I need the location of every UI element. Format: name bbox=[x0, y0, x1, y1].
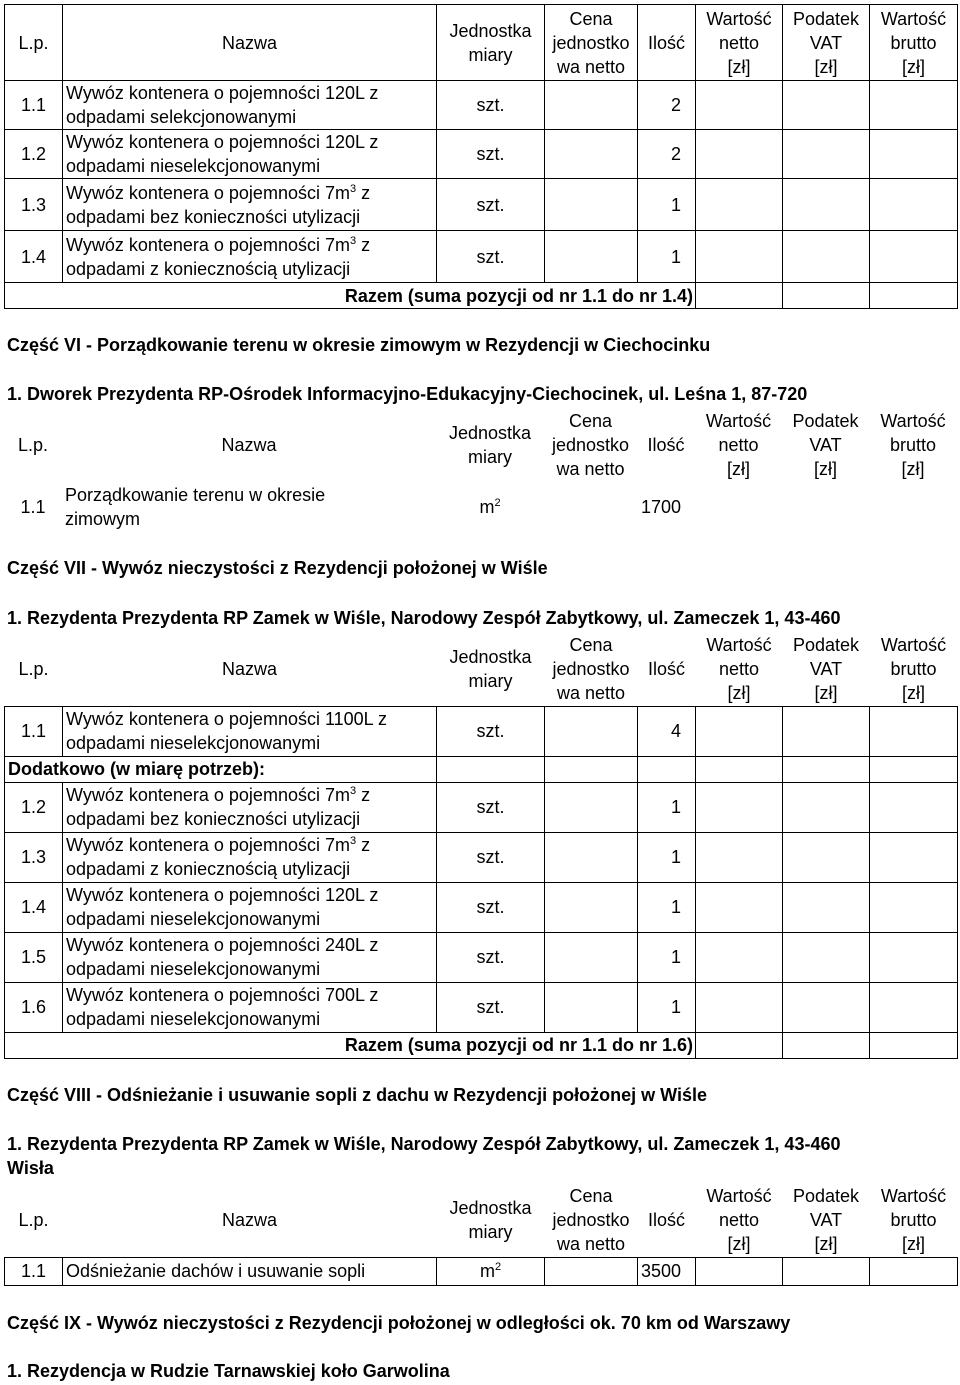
total-row bbox=[5, 1032, 958, 1058]
part-vii-title: Część VII - Wywóz nieczystości z Rezydencji położonej w Wiśle bbox=[7, 558, 548, 578]
total-label: Razem (suma pozycji od nr 1.1 do nr 1.4) bbox=[5, 283, 696, 309]
table-header bbox=[5, 5, 958, 81]
vat-cell[interactable] bbox=[783, 932, 870, 982]
part-vi-title: Część VI - Porządkowanie terenu w okresie zimowym w Rezydencji w Ciechocinku bbox=[7, 335, 711, 355]
item-name: Wywóz kontenera o pojemności 120L z odpadami nieselekcjonowanymi bbox=[63, 882, 437, 932]
gross-cell[interactable] bbox=[870, 81, 958, 130]
vat-cell[interactable] bbox=[783, 81, 870, 130]
table-header: L.p. Nazwa Jednostka miary Cena jednostko wa netto Ilość Wartość netto [zł] Podatek VAT [zł] Wartość brutto [zł] bbox=[18, 634, 947, 703]
item-name: Porządkowanie terenu w okresie zimowym bbox=[65, 485, 326, 529]
vat-cell[interactable] bbox=[783, 1257, 870, 1285]
price-cell[interactable] bbox=[545, 782, 638, 832]
table-row: 1.2 Wywóz kontenera o pojemności 120L z odpadami nieselekcjonowanymi szt. 2 bbox=[5, 130, 958, 179]
gross-cell[interactable] bbox=[870, 130, 958, 179]
vat-cell[interactable] bbox=[783, 982, 870, 1032]
gross-cell[interactable] bbox=[870, 982, 958, 1032]
item-name: Wywóz kontenera o pojemności 120L z odpadami selekcjonowanymi bbox=[63, 81, 437, 130]
col-vat: Podatek VAT [zł] bbox=[783, 5, 870, 81]
gross-cell[interactable] bbox=[870, 882, 958, 932]
vat-cell[interactable] bbox=[783, 706, 870, 756]
col-lp: L.p. bbox=[5, 5, 63, 81]
vat-cell[interactable] bbox=[783, 882, 870, 932]
total-vat-cell[interactable] bbox=[783, 1032, 870, 1058]
col-jednostka: Jednostka miary bbox=[437, 5, 545, 81]
total-gross-cell[interactable] bbox=[870, 283, 958, 309]
net-cell[interactable] bbox=[696, 706, 783, 756]
price-cell[interactable] bbox=[545, 832, 638, 882]
table-row: 1.2 Wywóz kontenera o pojemności $7m^3$ z odpadami bez konieczności utylizacji szt. 1 bbox=[5, 782, 958, 832]
price-cell[interactable] bbox=[545, 982, 638, 1032]
vat-cell[interactable] bbox=[782, 482, 869, 532]
col-wartosc-brutto: Wartość brutto [zł] bbox=[870, 5, 958, 81]
vat-cell[interactable] bbox=[783, 782, 870, 832]
col-ilosc: Ilość bbox=[638, 5, 696, 81]
gross-cell[interactable] bbox=[869, 482, 957, 532]
item-name: Wywóz kontenera o pojemności 1100L z odpadami nieselekcjonowanymi bbox=[63, 706, 437, 756]
gross-cell[interactable] bbox=[870, 179, 958, 231]
gross-cell[interactable] bbox=[870, 782, 958, 832]
net-cell[interactable] bbox=[696, 81, 783, 130]
item-name: Wywóz kontenera o pojemności $7m^3$ z odpadami bez konieczności utylizacji bbox=[63, 179, 437, 231]
vat-cell[interactable] bbox=[783, 832, 870, 882]
gross-cell[interactable] bbox=[870, 832, 958, 882]
part-vii-location: 1. Rezydenta Prezydenta RP Zamek w Wiśle, Narodowy Zespół Zabytkowy, ul. Zameczek 1, 43-460 bbox=[7, 608, 841, 628]
table-row: 1.4 Wywóz kontenera o pojemności 120L z odpadami nieselekcjonowanymi szt. 1 bbox=[5, 882, 958, 932]
vat-cell[interactable] bbox=[783, 130, 870, 179]
table-row: 1.1 Odśnieżanie dachów i usuwanie sopli $m^2$ 3500 bbox=[5, 1257, 958, 1285]
gross-cell[interactable] bbox=[870, 231, 958, 283]
net-cell[interactable] bbox=[696, 179, 783, 231]
price-cell[interactable] bbox=[545, 81, 638, 130]
table-row: 1.3 Wywóz kontenera o pojemności $7m^3$ z odpadami z koniecznością utylizacji szt. 1 bbox=[5, 832, 958, 882]
price-cell[interactable] bbox=[545, 1257, 638, 1285]
part-viii-title: Część VIII - Odśnieżanie i usuwanie sopli z dachu w Rezydencji położonej w Wiśle bbox=[7, 1085, 707, 1105]
net-cell[interactable] bbox=[696, 882, 783, 932]
subheader-row bbox=[5, 756, 958, 782]
item-name: Wywóz kontenera o pojemności $7m^3$ z odpadami z koniecznością utylizacji bbox=[63, 231, 437, 283]
table-row: 1.5 Wywóz kontenera o pojemności 240L z odpadami nieselekcjonowanymi szt. 1 bbox=[5, 932, 958, 982]
price-cell[interactable] bbox=[545, 179, 638, 231]
gross-cell[interactable] bbox=[870, 706, 958, 756]
item-name: Wywóz kontenera o pojemności 700L z odpadami nieselekcjonowanymi bbox=[63, 982, 437, 1032]
item-name: Wywóz kontenera o pojemności $7m^3$ z odpadami bez konieczności utylizacji bbox=[63, 782, 437, 832]
extra-items-label: Dodatkowo (w miarę potrzeb): bbox=[5, 756, 437, 782]
part-ix-title: Część IX - Wywóz nieczystości z Rezydencji położonej w odległości ok. 70 km od Warszawy bbox=[7, 1313, 791, 1333]
table-row: 1.1 Wywóz kontenera o pojemności 1100L z odpadami nieselekcjonowanymi szt. 4 bbox=[5, 706, 958, 756]
price-cell[interactable] bbox=[545, 932, 638, 982]
part-vi-location: 1. Dworek Prezydenta RP-Ośrodek Informacyjno-Edukacyjny-Ciechocinek, ul. Leśna 1, 87-720 bbox=[7, 384, 808, 404]
total-vat-cell[interactable] bbox=[783, 283, 870, 309]
price-cell[interactable] bbox=[545, 882, 638, 932]
vat-cell[interactable] bbox=[783, 231, 870, 283]
gross-cell[interactable] bbox=[870, 1257, 958, 1285]
total-row bbox=[5, 283, 958, 309]
price-cell[interactable] bbox=[545, 130, 638, 179]
col-nazwa: Nazwa bbox=[63, 5, 437, 81]
vat-cell[interactable] bbox=[783, 179, 870, 231]
part-vii-table bbox=[4, 632, 958, 1059]
table-row: 1.1 Porządkowanie terenu w okresie zimowym $m^2$ 1700 bbox=[4, 482, 957, 532]
price-cell[interactable] bbox=[545, 706, 638, 756]
total-label: Razem (suma pozycji od nr 1.1 do nr 1.6) bbox=[5, 1032, 696, 1058]
col-cena: Cena jednostko wa netto bbox=[545, 5, 638, 81]
part-viii-location-city: Wisła bbox=[7, 1158, 54, 1178]
col-wartosc-netto: Wartość netto [zł] bbox=[696, 5, 783, 81]
table-row: 1.4 Wywóz kontenera o pojemności $7m^3$ z odpadami z koniecznością utylizacji szt. 1 bbox=[5, 231, 958, 283]
part-ix-location: 1. Rezydencja w Rudzie Tarnawskiej koło Garwolina bbox=[7, 1361, 450, 1381]
waste-table-top bbox=[4, 4, 958, 309]
item-name: Wywóz kontenera o pojemności 120L z odpadami nieselekcjonowanymi bbox=[63, 130, 437, 179]
table-header: L.p. Nazwa Jednostka miary Cena jednostko wa netto Ilość Wartość netto [zł] Podatek VAT [zł] Wartość brutto [zł] bbox=[18, 1185, 947, 1254]
net-cell[interactable] bbox=[696, 832, 783, 882]
net-cell[interactable] bbox=[696, 130, 783, 179]
table-row: 1.3 Wywóz kontenera o pojemności $7m^3$ z odpadami bez konieczności utylizacji szt. 1 bbox=[5, 179, 958, 231]
item-name: Odśnieżanie dachów i usuwanie sopli bbox=[63, 1257, 437, 1285]
net-cell[interactable] bbox=[696, 231, 783, 283]
gross-cell[interactable] bbox=[870, 932, 958, 982]
part-viii-location: 1. Rezydenta Prezydenta RP Zamek w Wiśle, Narodowy Zespół Zabytkowy, ul. Zameczek 1, 43-460 bbox=[7, 1134, 841, 1154]
table-row: 1.1 Wywóz kontenera o pojemności 120L z odpadami selekcjonowanymi szt. 2 bbox=[5, 81, 958, 130]
net-cell[interactable] bbox=[696, 982, 783, 1032]
part-vi-table bbox=[4, 408, 957, 532]
net-cell[interactable] bbox=[696, 932, 783, 982]
total-net-cell[interactable] bbox=[696, 1032, 783, 1058]
net-cell[interactable] bbox=[696, 782, 783, 832]
price-cell[interactable] bbox=[545, 231, 638, 283]
item-name: Wywóz kontenera o pojemności $7m^3$ z odpadami z koniecznością utylizacji bbox=[63, 832, 437, 882]
part-viii-table bbox=[4, 1183, 958, 1286]
price-cell[interactable] bbox=[544, 482, 637, 532]
total-gross-cell[interactable] bbox=[870, 1032, 958, 1058]
table-header: L.p. Nazwa Jednostka miary Cena jednostko wa netto Ilość Wartość netto [zł] Podatek VAT [zł] Wartość brutto [zł] bbox=[17, 411, 946, 479]
net-cell[interactable] bbox=[696, 1257, 783, 1285]
net-cell[interactable] bbox=[695, 482, 782, 532]
table-row: 1.6 Wywóz kontenera o pojemności 700L z odpadami nieselekcjonowanymi szt. 1 bbox=[5, 982, 958, 1032]
total-net-cell[interactable] bbox=[696, 283, 783, 309]
item-name: Wywóz kontenera o pojemności 240L z odpadami nieselekcjonowanymi bbox=[63, 932, 437, 982]
